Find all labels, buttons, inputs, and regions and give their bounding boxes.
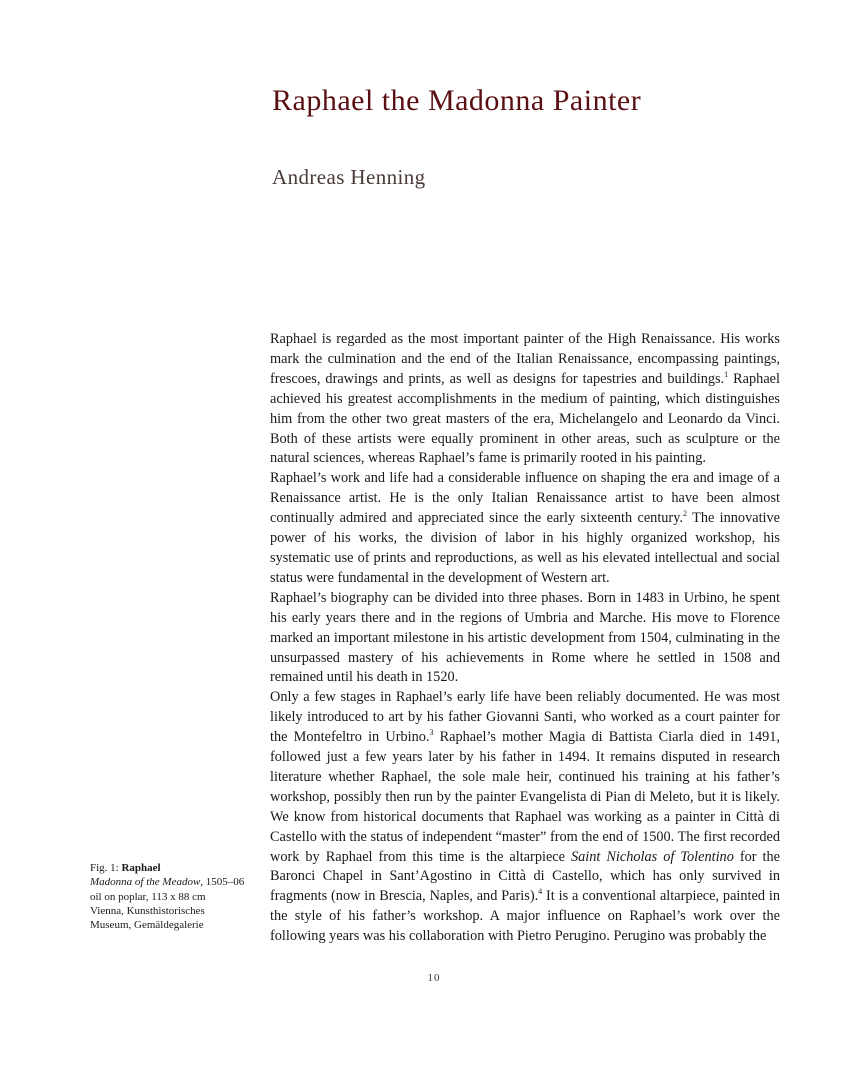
paragraph-1 xyxy=(270,330,780,469)
chapter-title: Raphael the Madonna Painter xyxy=(272,84,642,117)
caption-artist: Raphael xyxy=(121,862,161,874)
paragraph-text: It is a conventional altarpiece, painted in the style of his father’s workshop. A major influence on Raphael’s work over the following years was his collaboration with Pietro Perugino. Perugino was probably the xyxy=(270,888,781,945)
paragraph-text: Raphael is regarded as the most important painter of the High Renaissance. His works mark the culmination and the end of the Italian Renaissance, encompassing paintings, frescoes, drawings and prints, as well as designs for tapestries and buildings. xyxy=(270,331,780,387)
paragraph-text: Raphael’s mother Magia di Battista Ciarla died in 1491, followed just a few years later by his father in 1494. It remains disputed in research literature whether Raphael, the sole male heir, continued his training at his father’s workshop, possibly then run by the painter Evangelista di Pian di Meleto, but it is likely. We know from historical documents that Raphael was working as a painter in Città di Castello with the status of independent “master” from the end of 1500. The first recorded work by Raphael from this time is the altarpiece xyxy=(270,729,780,865)
footnote-ref[interactable]: 3 xyxy=(429,728,434,738)
paragraph-3 xyxy=(270,589,780,689)
caption-location: Vienna, Kunsthistorisches xyxy=(90,904,205,917)
body-text xyxy=(270,330,780,947)
paragraph-2 xyxy=(270,469,780,588)
paragraph-text: Raphael’s work and life had a considerable influence on shaping the era and image of a Renaissance artist. He is the only Italian Renaissance artist to have been almost continually admired and appreciated since the early sixteenth century. xyxy=(270,470,780,527)
paragraph-text: Raphael’s biography can be divided into three phases. Born in 1483 in Urbino, he spent his early years there and in the regions of Umbria and Marche. His move to Florence marked an important milestone in his artistic development from 1504, culminating in the unsurpassed mastery of his achievements in Rome where he settled in 1508 and remained until his death in 1520. xyxy=(270,589,780,686)
author-name: Andreas Henning xyxy=(272,165,426,189)
paragraph-4 xyxy=(270,688,780,947)
caption-location: Museum, Gemäldegalerie xyxy=(90,919,204,932)
figure-caption xyxy=(90,861,265,932)
caption-line xyxy=(90,875,265,889)
caption-date: , 1505–06 xyxy=(200,876,245,889)
figure-label: Fig. 1: xyxy=(90,862,122,874)
caption-line xyxy=(90,861,265,875)
artwork-title: Saint Nicholas of Tolentino xyxy=(570,848,734,865)
footnote-ref[interactable]: 4 xyxy=(538,887,543,897)
paragraph-text: Raphael achieved his greatest accomplishments in the medium of painting, which distinguishes him from the other two great masters of the era, Michelangelo and Leonardo da Vinci. Both of these artists were equally prominent in other areas, such as sculpture or the natural sciences, whereas Raphael’s fame is primarily rooted in his painting. xyxy=(270,370,780,467)
footnote-ref[interactable]: 2 xyxy=(683,509,687,519)
page-number: 10 xyxy=(427,972,441,984)
caption-medium: oil on poplar, 113 x 88 cm xyxy=(90,890,206,903)
caption-work-title: Madonna of the Meadow xyxy=(90,876,201,889)
paragraph-text: for the Baronci Chapel in Sant’Agostino in Città di Castello, which has only survived in fragments (now in Brescia, Naples, and Paris). xyxy=(270,848,780,905)
paragraph-text: Only a few stages in Raphael’s early life have been reliably documented. He was most likely introduced to art by his father Giovanni Santi, who worked as a court painter for the Montefeltro in Urbino. xyxy=(270,689,780,746)
paragraph-text: The innovative power of his works, the division of labor in his highly organized workshop, his systematic use of prints and reproductions, as well as his elevated intellectual and social status were fundamental in the development of Western art. xyxy=(270,510,781,586)
footnote-ref[interactable]: 1 xyxy=(724,370,729,380)
